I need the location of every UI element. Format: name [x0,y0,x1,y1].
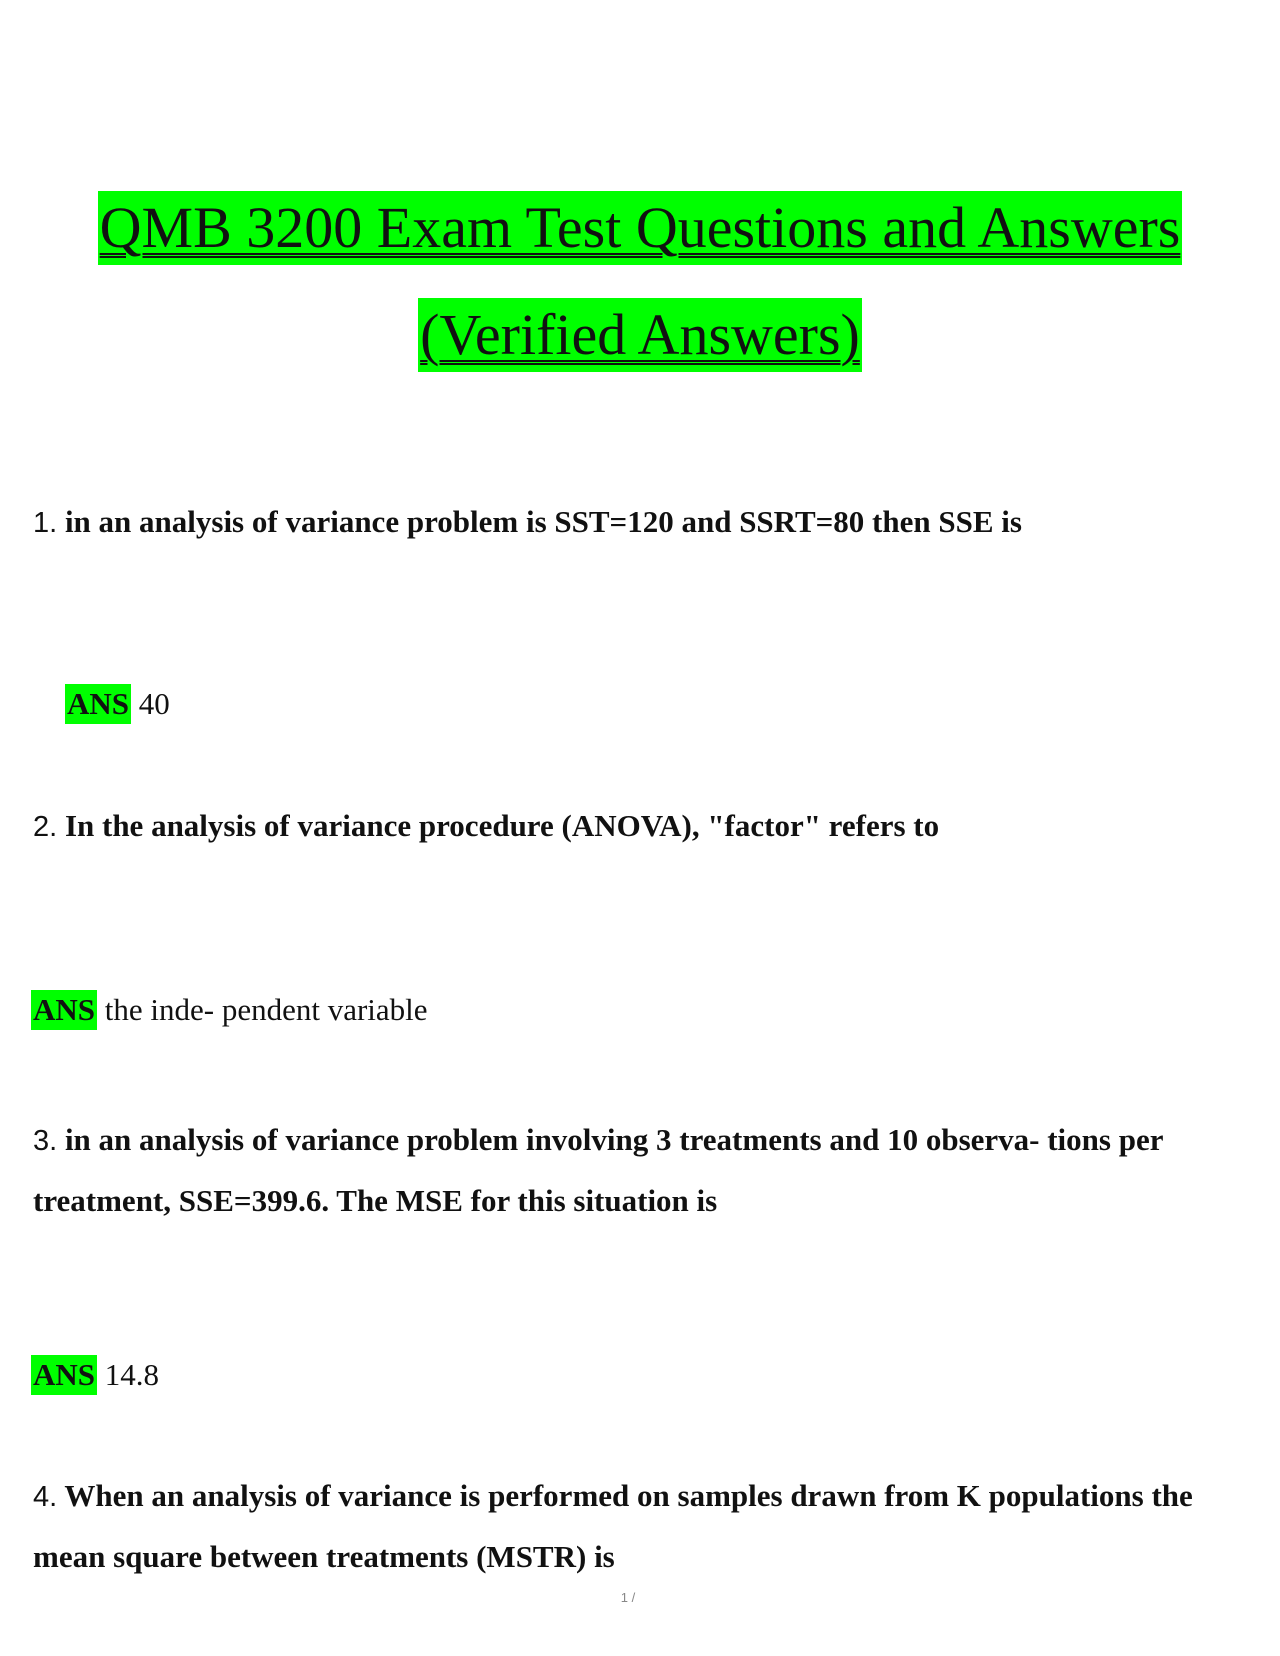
answer-1 [65,684,170,724]
question-number: 2. [33,811,58,843]
question-4 [33,1466,1193,1587]
document-subtitle: (Verified Answers) [418,298,862,372]
answer-label: ANS [31,1355,97,1395]
answer-2 [31,990,428,1030]
question-1 [33,492,1193,553]
question-2 [33,796,1193,857]
answer-label: ANS [65,684,131,724]
question-text: When an analysis of variance is performed on samples drawn from K populations the mean square between treatments (MSTR) is [33,1478,1193,1574]
answer-text: the inde- pendent variable [104,992,428,1027]
question-text: In the analysis of variance procedure (ANOVA), "factor" refers to [64,808,940,843]
answer-3 [31,1355,159,1395]
question-number: 4. [33,1481,58,1513]
answer-text: 14.8 [104,1357,160,1392]
title-line-1 [0,191,1280,265]
page-number: 1 / [620,1590,636,1605]
question-number: 1. [33,507,58,539]
question-number: 3. [33,1125,58,1157]
question-text: in an analysis of variance problem is SST=120 and SSRT=80 then SSE is [64,504,1022,539]
question-3 [33,1110,1193,1231]
title-line-2 [0,298,1280,372]
answer-label: ANS [31,990,97,1030]
answer-text: 40 [138,686,170,721]
document-title: QMB 3200 Exam Test Questions and Answers [98,191,1183,265]
question-text: in an analysis of variance problem involving 3 treatments and 10 observa- tions per treatment, SSE=399.6. The MSE for this situation is [33,1122,1163,1218]
